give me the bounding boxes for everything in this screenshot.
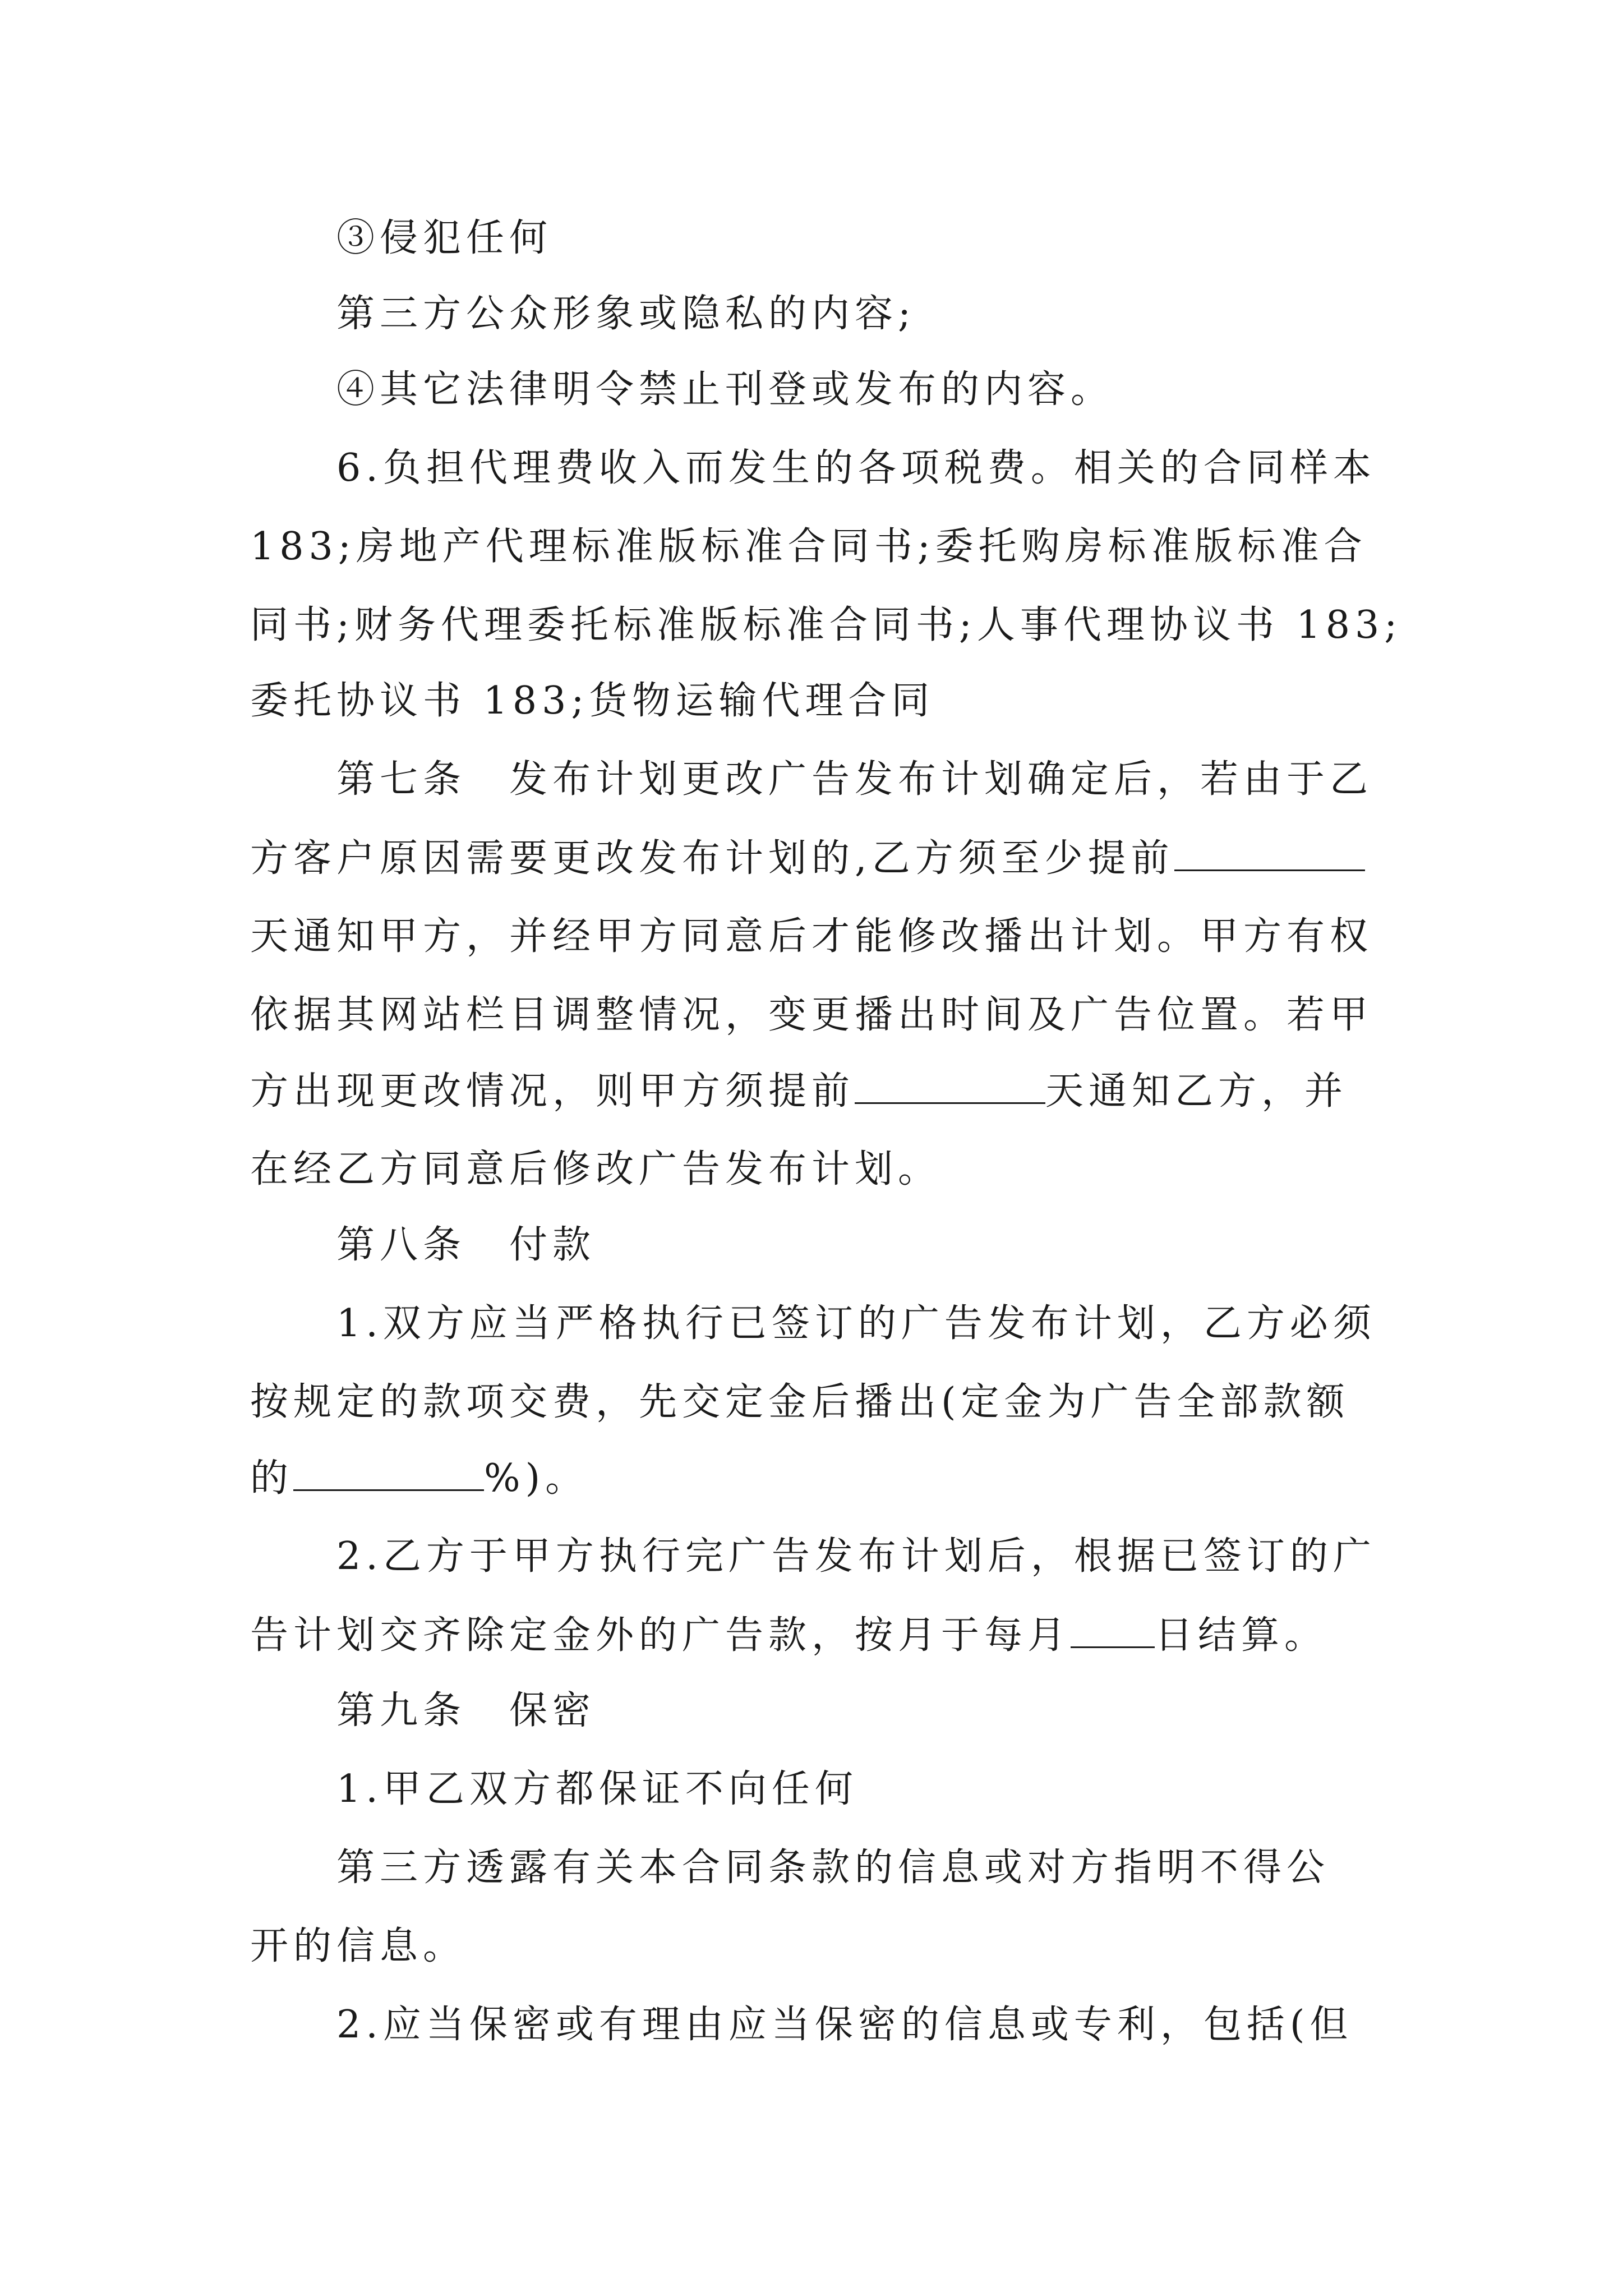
line-text: 1.甲乙双方都保证不向任何 (336, 1767, 858, 1811)
text-line (250, 1456, 588, 1501)
fill-in-blank-day-of-month[interactable] (1071, 1613, 1155, 1648)
line-text: 方出现更改情况，则甲方须提前 (250, 1069, 855, 1114)
text-line (250, 679, 934, 724)
text-line (250, 1380, 1350, 1425)
line-text: ④其它法律明令禁止刊登或发布的内容。 (336, 367, 1114, 412)
text-line (336, 1301, 1376, 1346)
text-line (250, 1613, 1327, 1658)
line-text: 天通知甲方，并经甲方同意后才能修改播出计划。甲方有权 (250, 914, 1373, 959)
text-line (250, 524, 1367, 569)
text-line (336, 1767, 858, 1812)
text-line (336, 2003, 1353, 2047)
line-text: 依据其网站栏目调整情况，变更播出时间及广告位置。若甲 (250, 993, 1373, 1037)
line-text: 的 (250, 1456, 294, 1501)
text-line (336, 292, 916, 337)
line-text: 方客户原因需要更改发布计划的,乙方须至少提前 (250, 836, 1174, 881)
article-9-heading-line (336, 1688, 596, 1733)
line-text: 告计划交齐除定金外的广告款，按月于每月 (250, 1613, 1071, 1658)
text-line (336, 216, 552, 261)
text-line (250, 603, 1402, 648)
line-text: 第九条 保密 (336, 1688, 596, 1733)
fill-in-blank-days[interactable] (1174, 836, 1365, 871)
fill-in-blank-days[interactable] (855, 1069, 1045, 1104)
text-line (336, 367, 1114, 412)
line-text: 第三方公众形象或隐私的内容; (336, 292, 916, 336)
text-line (336, 1534, 1376, 1579)
text-line (336, 446, 1376, 491)
fill-in-blank-percent[interactable] (293, 1456, 484, 1491)
line-text: 天通知乙方，并 (1045, 1069, 1348, 1114)
line-text: 第三方透露有关本合同条款的信息或对方指明不得公 (336, 1846, 1330, 1890)
line-text: 日结算。 (1155, 1613, 1328, 1658)
line-text: 第七条 发布计划更改广告发布计划确定后，若由于乙 (336, 757, 1373, 802)
text-line (336, 1846, 1330, 1890)
text-line (250, 1147, 941, 1192)
line-text: 按规定的款项交费，先交定金后播出(定金为广告全部款额 (250, 1380, 1350, 1424)
text-line (250, 993, 1373, 1038)
line-text: 第八条 付款 (336, 1223, 596, 1267)
text-line (250, 914, 1373, 959)
line-text: 6.负担代理费收入而发生的各项税费。相关的合同样本 (336, 446, 1376, 490)
text-line (250, 836, 1365, 881)
line-text: 在经乙方同意后修改广告发布计划。 (250, 1147, 942, 1191)
text-line (250, 1069, 1348, 1114)
article-8-heading-line (336, 1223, 596, 1268)
line-text: 同书;财务代理委托标准版标准合同书;人事代理协议书 183; (250, 603, 1403, 647)
line-text: 委托协议书 183;货物运输代理合同 (250, 679, 935, 723)
line-text: ③侵犯任何 (336, 216, 553, 260)
line-text: 2.应当保密或有理由应当保密的信息或专利，包括(但 (336, 2003, 1353, 2047)
line-text: 183;房地产代理标准版标准合同书;委托购房标准版标准合 (250, 524, 1367, 569)
line-text: 开的信息。 (250, 1924, 467, 1968)
article-7-heading-line (336, 757, 1373, 802)
line-text: %)。 (484, 1456, 589, 1501)
line-text: 2.乙方于甲方执行完广告发布计划后，根据已签订的广 (336, 1534, 1376, 1579)
line-text: 1.双方应当严格执行已签订的广告发布计划，乙方必须 (336, 1301, 1376, 1346)
text-line (250, 1924, 466, 1969)
